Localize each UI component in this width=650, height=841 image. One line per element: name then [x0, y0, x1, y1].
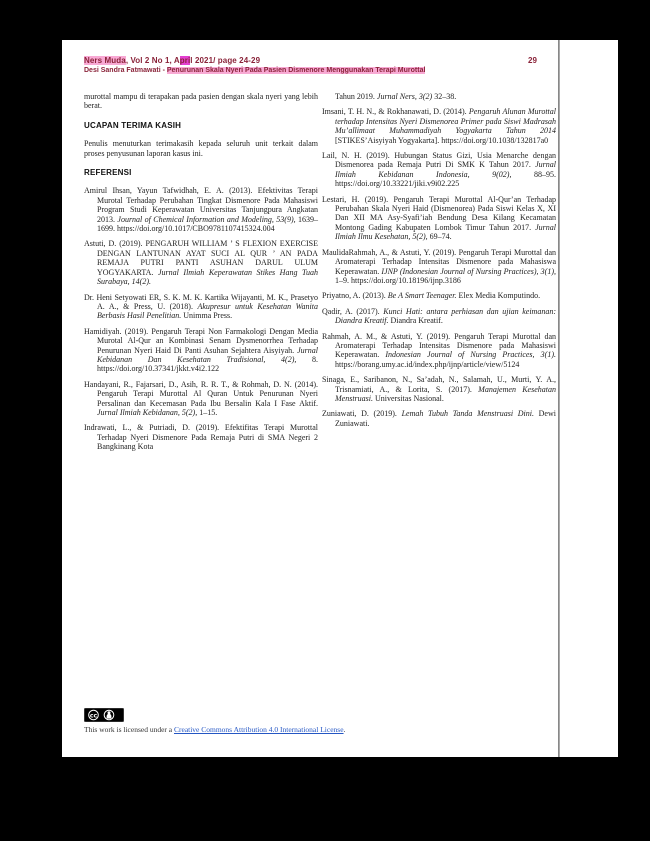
reference-item: MaulidaRahmah, A., & Astuti, Y. (2019). Pengaruh Terapi Murottal dan Aromaterapi Terhadap Intensitas Dismenore pada Mahasiswa Keperawatan. IJNP (Indonesian Journal of Nursing Practices), 3(1), 1–9. https://doi.org/10.18196/ijnp.3186: [322, 247, 556, 285]
acknowledgements-paragraph: Penulis menuturkan terimakasih kepada seluruh unit terkait dalam proses penyusunan laporan kasus ini.: [84, 139, 318, 158]
reference-item: Handayani, R., Fajarsari, D., Asih, R. R. T., & Rohmah, D. N. (2014). Pengaruh Terapi Murottal Al Quran Untuk Penurunan Nyeri Persalinan dan Kecemasan Pada Ibu Bersalin Kala I Fase Aktif. Jurnal Ilmiah Kebidanan, 5(2), 1–15.: [84, 379, 318, 417]
reference-item: Imsani, T. H. N., & Rokhanawati, D. (2014). Pengaruh Alunan Murottal terhadap Intensitas Nyeri Dismenorea Primer pada Siswi Madrasah Mu’allimaat Muhammadiyah Yogyakarta Tahun 2014 [STIKES’Aisyiyah Yogyakarta]. https://doi.org/10.1038/132817a0: [322, 107, 557, 145]
references-list-left: [84, 186, 318, 451]
license-footer: [84, 708, 564, 734]
reference-item: Priyatno, A. (2013). Be A Smart Teenager. Elex Media Komputindo.: [322, 291, 541, 301]
reference-item: Indrawati, L., & Putriadi, D. (2019). Efektifitas Terapi Murottal Terhadap Nyeri Dismenore Pada Remaja Putri di SMA Negeri 2 Bangkinang Kota: [84, 423, 318, 452]
acknowledgements-heading: UCAPAN TERIMA KASIH: [84, 120, 182, 130]
page-number: 29: [528, 56, 537, 65]
reference-item: Qadir, A. (2017). Kunci Hati: antara perhiasan dan ujian keimanan: Diandra Kreatif. Diandra Kreatif.: [322, 306, 557, 326]
right-column: [322, 92, 556, 434]
page-edge-line: [558, 40, 560, 757]
cc-license-link[interactable]: Creative Commons Attribution 4.0 International License: [173, 725, 344, 734]
reference-item: Sinaga, E., Saribanon, N., Sa’adah, N., Salamah, U., Murti, Y. A., Trisnamiati, A., & Lorita, S. (2017). Manajemen Kesehatan Menstruasi. Universitas Nasional.: [322, 375, 556, 403]
license-suffix: .: [343, 725, 346, 734]
reference-item: Lail, N. H. (2019). Hubungan Status Gizi, Usia Menarche dengan Dismenorea pada Remaja Putri Di SMK K Tahun 2017. Jurnal Ilmiah Kebidanan Indonesia, 9(02), 88–95. https://doi.org/10.33221/jiki.v9i02.225: [322, 151, 556, 189]
references-heading: REFERENSI: [84, 168, 132, 178]
reference-item: Dr. Heni Setyowati ER, S. K. M. K. Kartika Wijayanti, M. K., Prasetyo A. A., & Press, U. (2018). Akupresur untuk Kesehatan Wanita Berbasis Hasil Penelitian. Unimma Press.: [84, 292, 318, 321]
license-text: [84, 725, 564, 734]
reference-item: Amirul Ihsan, Yayun Tafwidhah, E. A. (2013). Efektivitas Terapi Murotal Terhadap Perubahan Tingkat Dismenore Pada Mahasiswi Program Studi Keperawatan Universitas Tanjungpura Angkatan 2013. Journal of Chemical Information and Modeling, 53(9), 1639–1699. https://doi.org/10.1017/CBO9781107415324.004: [84, 186, 319, 234]
reference-item: Rahmah, A. M., & Astuti, Y. (2019). Pengaruh Terapi Murottal dan Aromaterapi Terhadap Intensitas Dismenore pada Mahasiswi Keperawatan. Indonesian Journal of Nursing Practices, 3(1). https://borang.umy.ac.id/index.php/ijnp/article/view/5124: [322, 331, 557, 369]
reference-item: Tahun 2019. Jurnal Ners, 3(2) 32–38.: [335, 92, 457, 101]
license-prefix: This work is licensed under a: [84, 725, 174, 734]
journal-citation-line: Ners Muda, Vol 2 No 1, April 2021/ page 24-29: [84, 56, 261, 65]
cc-by-badge-icon[interactable]: [84, 708, 124, 722]
svg-text:cc: cc: [89, 712, 98, 720]
reference-item: Hamidiyah. (2019). Pengaruh Terapi Non Farmakologi Dengan Media Murotal Al-Qur an Kombinasi Senam Dysmenorrhea Terhadap Penurunan Nyeri Haid Di Panti Asuhan Sejahtera Aisyiyah. Jurnal Kebidanan Dan Kesehatan Tradisional, 4(2), 8. https://doi.org/10.37341/jkkt.v4i2.122: [84, 326, 319, 374]
reference-item: Zuniawati, D. (2019). Lemah Tubuh Tanda Menstruasi Dini. Dewi Zuniawati.: [322, 409, 556, 428]
reference-item: Astuti, D. (2019). PENGARUH WILLIAM ’ S FLEXION EXERCISE DENGAN LANTUNAN AYAT SUCI AL QUR ’ AN PADA REMAJA PUTRI PANTI ASUHAN DARUL ULUM YOGYAKARTA. Jurnal Ilmiah Keperawatan Stikes Hang Tuah Surabaya, 14(2).: [84, 239, 319, 287]
author-title-line: Desi Sandra Fatmawati - Penurunan Skala Nyeri Pada Pasien Dismenore Menggunakan Terapi Murottal: [84, 67, 426, 74]
reference-item: Lestari, H. (2019). Pengaruh Terapi Murottal Al-Qur’an Terhadap Perubahan Skala Nyeri Haid (Dismenorea) Pada Siswi Kelas X, XI Dan XII MA Asy-Syafi’iah Bendung Desa Kilang Kecamatan Montong Gading Kabupaten Lombok Timur Tahun 2017. Jurnal Ilmiah Ilmu Kesehatan, 5(2), 69–74.: [322, 194, 556, 242]
document-page: [62, 40, 618, 757]
conclusion-paragraph: murottal mampu di terapakan pada pasien dengan skala nyeri yang lebih berat.: [84, 92, 318, 111]
left-column: [84, 92, 318, 458]
page-header: [84, 56, 564, 74]
references-list-right: [322, 92, 556, 428]
